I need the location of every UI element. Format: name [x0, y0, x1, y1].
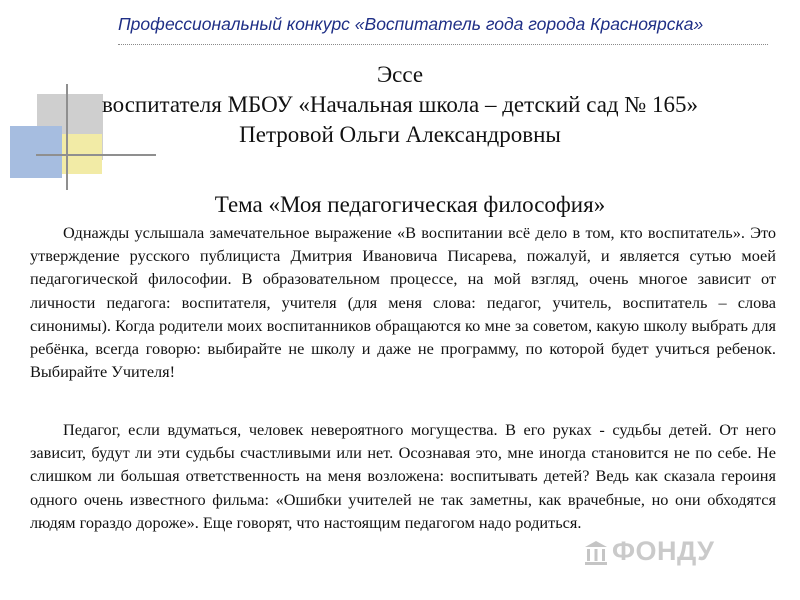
essay-heading	[0, 60, 800, 150]
watermark-text: ФОНДУ	[612, 536, 715, 566]
essay-label: Эссе	[376, 62, 424, 87]
header-divider	[118, 44, 768, 45]
author-institution: воспитателя МБОУ «Начальная школа – детский сад № 165»	[101, 92, 699, 117]
author-name: Петровой Ольги Александровны	[239, 122, 561, 147]
essay-topic: Тема «Моя педагогическая философия»	[214, 192, 606, 217]
decor-horizontal-line	[36, 154, 156, 156]
essay-paragraph-1: Однажды услышала замечательное выражение «В воспитании всё дело в том, кто воспитатель». Это утверждение русского публициста Дмитрия Ивановича Писарева, пожалуй, и является сутью моей педагогической философии. В образовательном процессе, на мой взгляд, очень многое зависит от личности педагога: воспитателя, учителя (для меня слова: педагог, учитель, воспитатель – слова синонимы). Когда родители моих воспитанников обращаются ко мне за советом, какую школу выбрать для ребёнка, всегда говорю: выбирайте не школу и даже не программу, по которой будет учиться ребенок. Выбирайте Учителя!	[30, 223, 776, 382]
essay-paragraph-2: Педагог, если вдуматься, человек невероятного могущества. В его руках - судьбы детей. От него зависит, будут ли эти судьбы счастливыми или нет. Осознавая это, мне иногда становится не по себе. Не слишком ли большая ответственность на меня возложена: воспитывать детей? Ведь как сказала героиня одного очень известного фильма: «Ошибки учителей не так заметны, как врачебные, но они обходятся людям гораздо дороже». Еще говорят, что настоящим педагогом надо родиться.	[30, 420, 776, 532]
header-title: Профессиональный конкурс «Воспитатель года города Красноярска»	[118, 14, 704, 34]
building-icon	[584, 540, 608, 566]
